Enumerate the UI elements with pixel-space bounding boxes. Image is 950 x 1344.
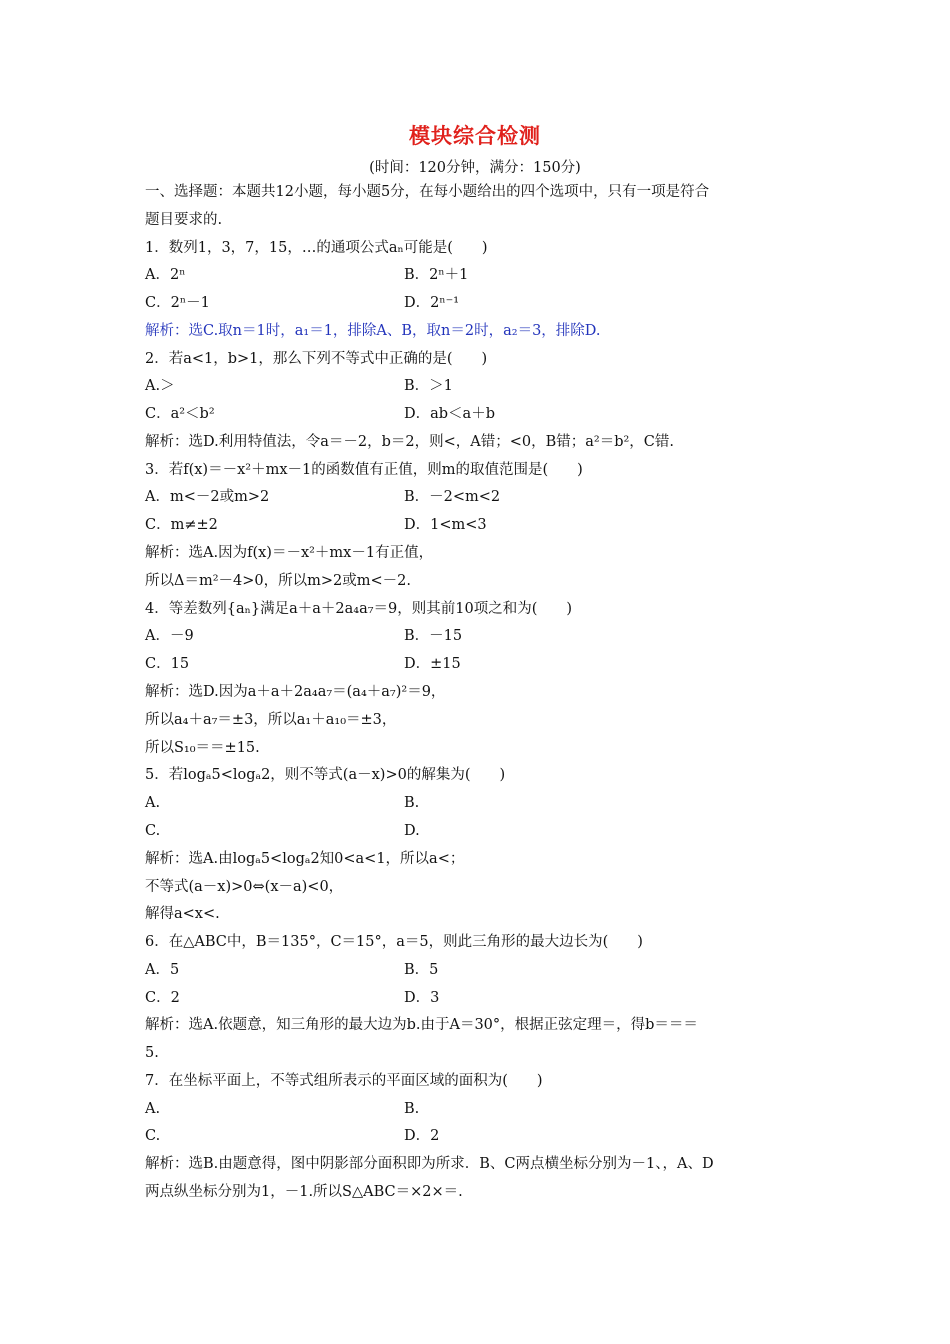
text-line: C. <box>145 1128 161 1144</box>
text-line: C．m≠±2 <box>145 517 218 533</box>
text-line: 5．若logₐ5<logₐ2，则不等式(a－x)>0的解集为( ) <box>145 767 506 783</box>
text-line: D．ab＜a＋b <box>404 406 495 422</box>
text-line: 2．若a<1，b>1，那么下列不等式中正确的是( ) <box>145 351 488 367</box>
text-line: 解析：选A.依题意，知三角形的最大边为b.由于A＝30°，根据正弦定理＝，得b＝＝＝ <box>145 1017 698 1033</box>
text-line: C．15 <box>145 656 190 672</box>
text-line: B．＞1 <box>404 378 453 394</box>
text-line: 1．数列1，3，7，15，…的通项公式aₙ可能是( ) <box>145 240 488 256</box>
text-line: A．－9 <box>145 628 194 644</box>
text-line: 题目要求的. <box>145 212 223 228</box>
text-line: 不等式(a－x)>0⇔(x－a)<0， <box>145 879 344 895</box>
text-line: 所以S₁₀＝＝±15. <box>145 740 260 756</box>
text-line: 解析：选D.利用特值法，令a＝－2，b＝2，则<，A错；<0，B错；a²＝b²，C错. <box>145 434 674 450</box>
text-line: C．2ⁿ－1 <box>145 295 210 311</box>
text-line: A. <box>145 795 161 811</box>
text-line: 解析：选B.由题意得，图中阴影部分面积即为所求．B、C两点横坐标分别为－1、，A、D <box>145 1156 714 1172</box>
text-line: B．5 <box>404 962 439 978</box>
text-line: B. <box>404 795 420 811</box>
text-line: A．m<－2或m>2 <box>145 489 270 505</box>
text-line: 所以Δ＝m²－4>0，所以m>2或m<－2. <box>145 573 411 589</box>
text-line: D. <box>404 823 420 839</box>
text-line: A．5 <box>145 962 180 978</box>
text-line: 解析：选C.取n＝1时，a₁＝1，排除A、B，取n＝2时，a₂＝3，排除D. <box>145 323 601 339</box>
text-line: B．2ⁿ＋1 <box>404 267 469 283</box>
text-line: 解得a<x<. <box>145 906 220 922</box>
text-line: 4．等差数列{aₙ}满足a＋a＋2a₄a₇＝9，则其前10项之和为( ) <box>145 601 573 617</box>
text-line: 6．在△ABC中，B＝135°，C＝15°，a＝5，则此三角形的最大边长为( ) <box>145 934 643 950</box>
text-line: 一、选择题：本题共12小题，每小题5分，在每小题给出的四个选项中，只有一项是符合 <box>145 184 710 200</box>
text-line: 两点纵坐标分别为1，－1.所以S△ABC＝×2×＝. <box>145 1184 463 1200</box>
text-line: C. <box>145 823 161 839</box>
text-line: B．－2<m<2 <box>404 489 501 505</box>
document-title: 模块综合检测 <box>409 123 541 148</box>
text-line: B. <box>404 1101 420 1117</box>
text-line: D．3 <box>404 990 440 1006</box>
text-line: 3．若f(x)＝－x²＋mx－1的函数值有正值，则m的取值范围是( ) <box>145 462 583 478</box>
text-line: C．2 <box>145 990 180 1006</box>
text-line: D．2ⁿ⁻¹ <box>404 295 460 311</box>
text-line: A.＞ <box>145 378 175 394</box>
text-line: 解析：选A.由logₐ5<logₐ2知0<a<1，所以a<； <box>145 851 465 867</box>
text-line: 7．在坐标平面上，不等式组所表示的平面区域的面积为( ) <box>145 1073 543 1089</box>
exam-info: (时间：120分钟，满分：150分) <box>369 160 581 176</box>
text-line: 所以a₄＋a₇＝±3，所以a₁＋a₁₀＝±3， <box>145 712 397 728</box>
text-line: D．2 <box>404 1128 440 1144</box>
text-line: B．－15 <box>404 628 463 644</box>
text-line: C．a²＜b² <box>145 406 215 422</box>
text-line: 5. <box>145 1045 159 1061</box>
text-line: 解析：选A.因为f(x)＝－x²＋mx－1有正值， <box>145 545 434 561</box>
text-line: D．1<m<3 <box>404 517 487 533</box>
text-line: A. <box>145 1101 161 1117</box>
text-line: A．2ⁿ <box>145 267 186 283</box>
text-line: 解析：选D.因为a＋a＋2a₄a₇＝(a₄＋a₇)²＝9， <box>145 684 446 700</box>
text-line: D．±15 <box>404 656 461 672</box>
